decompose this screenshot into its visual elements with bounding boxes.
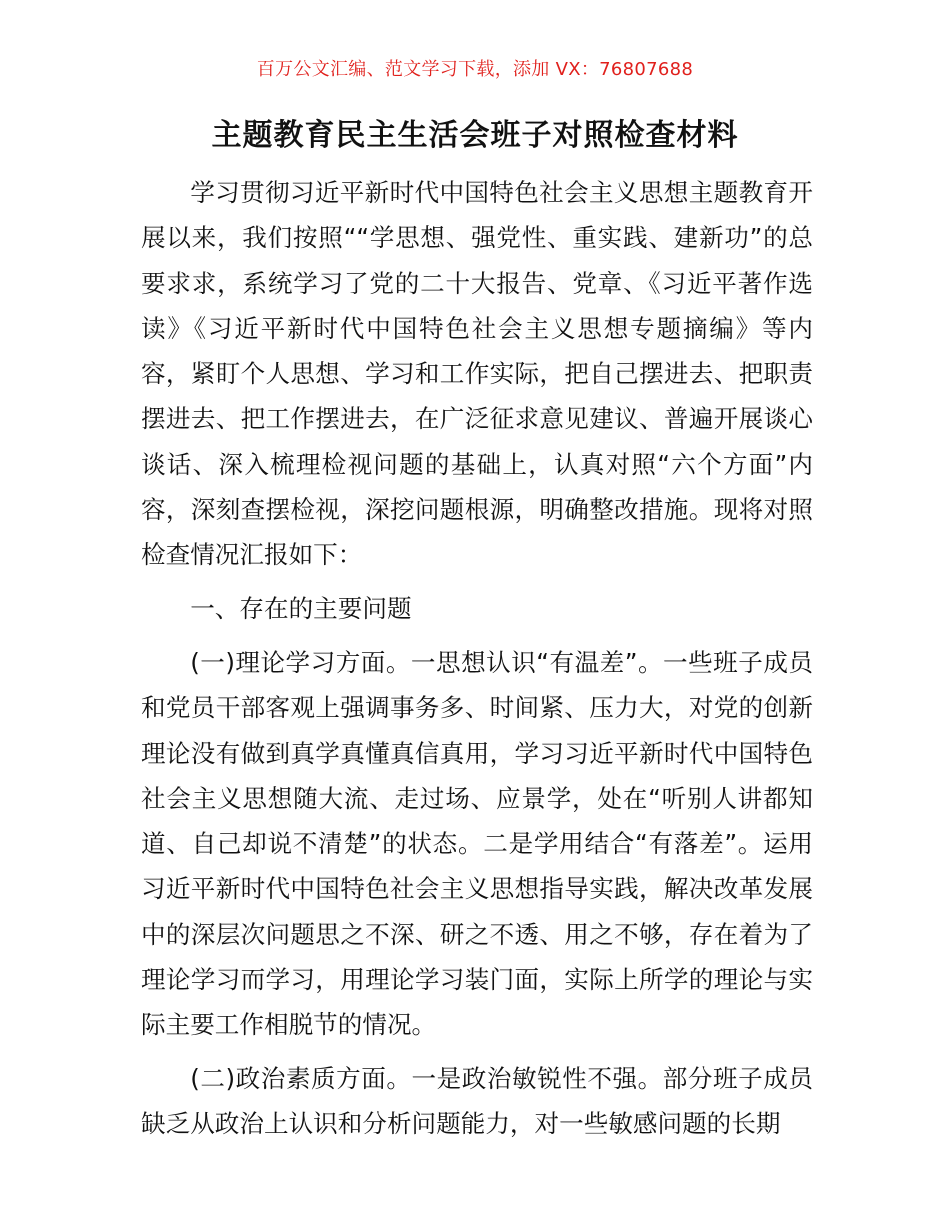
document-title: 主题教育民主生活会班子对照检查材料	[211, 118, 739, 153]
paragraph-intro: 学习贯彻习近平新时代中国特色社会主义思想主题教育开展以来，我们按照““学思想、强党性、重实践、建新功”的总要求求，系统学习了党的二十大报告、党章、《习近平著作选读》《习近平新时代中国特色社会主义思想专题摘编》等内容，紧盯个人思想、学习和工作实际，把自己摆进去、把职责摆进去、把工作摆进去，在广泛征求意见建议、普遍开展谈心谈话、深入梳理检视问题的基础上，认真对照“六个方面”内容，深刻查摆检视，深挖问题根源，明确整改措施。现将对照检查情况汇报如下：	[141, 178, 813, 570]
paragraph-theory-study: (一)理论学习方面。一思想认识“有温差”。一些班子成员和党员干部客观上强调事务多、时间紧、压力大，对党的创新理论没有做到真学真懂真信真用，学习习近平新时代中国特色社会主义思想随大流、走过场、应景学，处在“听别人讲都知道、自己却说不清楚”的状态。二是学用结合“有落差”。运用习近平新时代中国特色社会主义思想指导实践，解决改革发展中的深层次问题思之不深、研之不透、用之不够，存在着为了理论学习而学习，用理论学习装门面，实际上所学的理论与实际主要工作相脱节的情况。	[141, 647, 813, 1040]
section-heading-main-problems: 一、存在的主要问题	[190, 594, 412, 624]
header-promo-note: 百万公文汇编、范文学习下载，添加 VX：76807688	[256, 59, 694, 80]
paragraph-political-quality: (二)政治素质方面。一是政治敏锐性不强。部分班子成员缺乏从政治上认识和分析问题能力，对一些敏感问题的长期	[141, 1064, 813, 1139]
document-body	[141, 170, 813, 1147]
